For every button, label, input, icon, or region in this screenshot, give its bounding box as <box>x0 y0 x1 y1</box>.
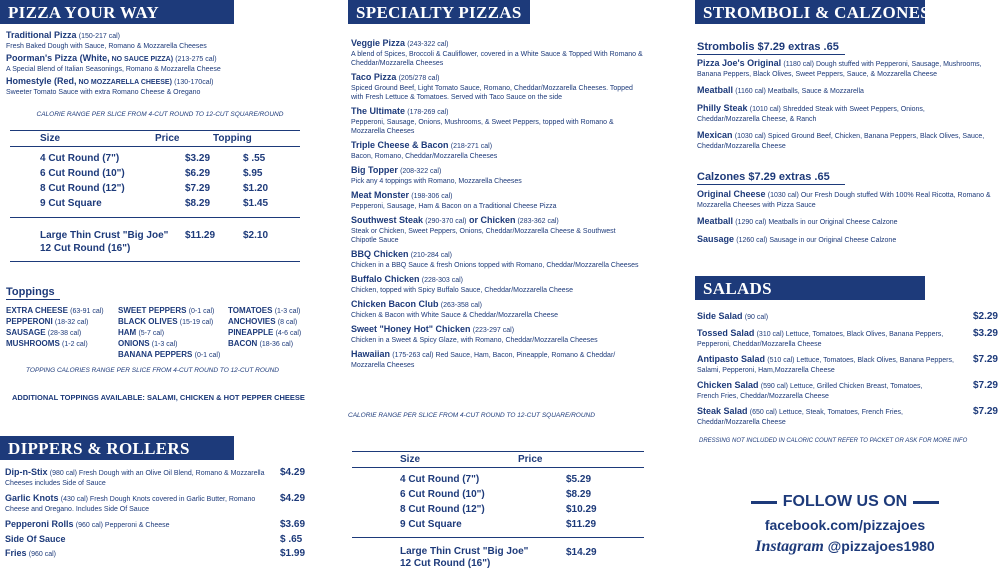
dressing-note: DRESSING NOT INCLUDED IN CALORIC COUNT REFER TO PACKET OR ASK FOR MORE INFO <box>699 438 968 444</box>
calzones-list <box>697 189 997 252</box>
follow-us-block <box>745 493 945 556</box>
facebook-link[interactable]: facebook.com/pizzajoes <box>764 517 926 533</box>
table-row: Large Thin Crust "Big Joe" 12 Cut Round (16") $14.29 <box>400 546 597 569</box>
instagram-link[interactable]: Instagram @pizzajoes1980 <box>755 538 935 555</box>
specialty-size-table <box>352 451 644 571</box>
specialty-item: Southwest Steak (290-370 cal) or Chicken (283-362 cal) Steak or Chicken, Sweet Peppers, Onions, Cheddar/Mozzarella Cheese & Southwest Chipotle Sauce <box>351 215 616 244</box>
stromboli-section <box>695 0 1000 555</box>
toppings-calorie-note: TOPPING CALORIES RANGE PER SLICE FROM 4-CUT ROUND TO 12-CUT ROUND <box>26 367 279 374</box>
size-header: Size <box>40 133 61 144</box>
pizza-calorie-note: CALORIE RANGE PER SLICE FROM 4-CUT ROUND TO 12-CUT SQUARE/ROUND <box>36 111 284 118</box>
topping-item: SAUSAGE (28-38 cal) <box>6 328 82 337</box>
menu-item: Mexican (1030 cal) Spiced Ground Beef, Chicken, Banana Peppers, Black Olives, Sauce, Cheddar/Mozzarella Cheese <box>697 130 985 150</box>
salads-list <box>697 311 1000 432</box>
toppings-row <box>6 306 318 317</box>
toppings-title: Toppings <box>6 286 60 300</box>
menu-item: Pizza Joe's Original (1180 cal) Dough stuffed with Pepperoni, Sausage, Mushrooms, Banana Peppers, Black Olives, Sweet Peppers, Sauce, & Mozzarella Cheese <box>697 58 982 78</box>
pizza-item-desc: A Special Blend of Italian Seasonings, Romano & Mozzarella Cheese <box>6 66 221 73</box>
price-header: Price <box>155 133 180 144</box>
table-row: 9 Cut Square $8.29 $1.45 <box>40 198 269 209</box>
specialty-item: Veggie Pizza (243-322 cal) A blend of Spices, Broccoli & Cauliflower, covered in a White Sauce & Topped With Romano & Cheddar/Mozzarella Cheeses <box>351 38 643 67</box>
strombolis-list <box>697 58 997 157</box>
pizza-base-list <box>0 24 320 97</box>
dash-decoration <box>751 501 777 504</box>
menu-item: Sausage (1260 cal) Sausage in our Original Cheese Calzone <box>697 234 897 244</box>
toppings-row <box>6 350 318 361</box>
menu-item: Original Cheese (1030 cal) Our Fresh Dough stuffed With 100% Real Ricotta, Romano & Mozzarella Cheeses with Pizza Sauce <box>697 189 991 209</box>
toppings-row <box>6 339 318 350</box>
specialty-item: Big Topper (208-322 cal) Pick any 4 toppings with Romano, Mozzarella Cheeses <box>351 165 522 185</box>
salad-price: $7.29 <box>972 354 998 365</box>
topping-item: BANANA PEPPERS (0-1 cal) <box>118 350 221 359</box>
dipper-price: $4.29 <box>280 493 306 504</box>
price-header: Price <box>518 454 543 465</box>
table-row: 6 Cut Round (10") $8.29 <box>400 489 592 500</box>
dipper-item: Dip-n-Stix (980 cal) Fresh Dough with an Olive Oil Blend, Romano & Mozzarella Cheeses includes Side of Sauce $4.29 <box>5 467 306 487</box>
specialty-item: Chicken Bacon Club (263-358 cal) Chicken & Bacon with White Sauce & Cheddar/Mozzarella Cheese <box>351 299 558 319</box>
pizza-item: Poorman's Pizza (White, NO SAUCE PIZZA) (213-275 cal) <box>6 53 217 63</box>
dippers-list <box>5 467 305 560</box>
toppings-grid <box>6 306 318 361</box>
toppings-row <box>6 328 318 339</box>
stromboli-header: STROMBOLI & CALZONES <box>695 0 925 24</box>
topping-item <box>228 350 318 361</box>
specialty-item: Triple Cheese & Bacon (218-271 cal) Bacon, Romano, Cheddar/Mozzarella Cheeses <box>351 140 498 160</box>
toppings-section <box>6 282 318 361</box>
salad-item: Tossed Salad (310 cal) Lettuce, Tomatoes, Black Olives, Banana Peppers, Pepperoni, Cheddar/Mozzarella Cheese $3.29 <box>697 328 998 348</box>
specialty-header: SPECIALTY PIZZAS <box>348 0 530 24</box>
table-row: 6 Cut Round (10") $6.29 $.95 <box>40 168 263 179</box>
pizza-item: Traditional Pizza (150-217 cal) <box>6 30 120 40</box>
topping-item: HAM (5-7 cal) <box>118 328 165 337</box>
topping-item: BACON (18-36 cal) <box>228 339 294 348</box>
pizza-item-desc: Fresh Baked Dough with Sauce, Romano & Mozzarella Cheeses <box>6 43 207 50</box>
specialty-item: BBQ Chicken (210-284 cal) Chicken in a BBQ Sauce & fresh Onions topped with Romano, Cheddar/Mozzarella Cheeses <box>351 249 639 269</box>
pizza-item: Homestyle (Red, NO MOZZARELLA CHEESE) (130-170cal) <box>6 76 214 86</box>
dipper-item: Garlic Knots (430 cal) Fresh Dough Knots covered in Garlic Butter, Romano Cheese and Oregano. Includes Side Of Sauce $4.29 <box>5 493 306 513</box>
table-row: 4 Cut Round (7") $5.29 <box>400 474 592 485</box>
topping-item: ANCHOVIES (8 cal) <box>228 317 298 326</box>
dipper-price: $1.99 <box>280 548 306 559</box>
table-row: Large Thin Crust "Big Joe" 12 Cut Round (16") $11.29 $2.10 <box>40 230 269 254</box>
size-header: Size <box>400 454 421 465</box>
salad-item: Antipasto Salad (510 cal) Lettuce, Tomatoes, Black Olives, Banana Peppers, Salami, Pepperoni, Ham,Mozzarella Cheese $7.29 <box>697 354 998 374</box>
topping-item <box>6 350 118 361</box>
topping-item: SWEET PEPPERS (0-1 cal) <box>118 306 215 315</box>
salad-price: $7.29 <box>972 406 998 417</box>
dipper-price: $4.29 <box>280 467 306 478</box>
salad-item: Chicken Salad (590 cal) Lettuce, Grilled Chicken Breast, Tomatoes, French Fries, Cheddar/Mozzarella Cheese $7.29 <box>697 380 998 400</box>
specialty-item: Taco Pizza (205/278 cal) Spiced Ground Beef, Light Tomato Sauce, Romano, Cheddar/Mozzarella Cheeses. Topped with Fresh Lettuce & Tomatoes. Served with Taco Sauce on the side <box>351 72 633 101</box>
calzones-price-header: Calzones $7.29 extras .65 <box>697 171 845 185</box>
salad-item: Side Salad (90 cal) $2.29 <box>697 311 998 322</box>
specialty-list <box>348 24 658 370</box>
dipper-item: Pepperoni Rolls (960 cal) Pepperoni & Cheese $3.69 <box>5 519 306 530</box>
additional-toppings: ADDITIONAL TOPPINGS AVAILABLE: SALAMI, CHICKEN & HOT PEPPER CHEESE <box>12 393 305 402</box>
pizza-your-way-header: PIZZA YOUR WAY <box>0 0 234 24</box>
menu-item: Philly Steak (1010 cal) Shredded Steak with Sweet Peppers, Onions, Cheddar/Mozzarella Cheese, & Ranch <box>697 103 925 123</box>
topping-item: EXTRA CHEESE (63-91 cal) <box>6 306 104 315</box>
salad-item: Steak Salad (650 cal) Lettuce, Steak, Tomatoes, French Fries, Cheddar/Mozzarella Cheese $7.29 <box>697 406 998 426</box>
salad-price: $7.29 <box>972 380 998 391</box>
specialty-item: Sweet "Honey Hot" Chicken (223-297 cal) Chicken in a Sweet & Spicy Glaze, with Romano, Cheddar/Mozzarella Cheeses <box>351 324 598 344</box>
topping-item: PINEAPPLE (4-6 cal) <box>228 328 302 337</box>
specialty-item: Meat Monster (198-306 cal) Pepperoni, Sausage, Ham & Bacon on a Traditional Cheese Pizza <box>351 190 557 210</box>
dippers-header: DIPPERS & ROLLERS <box>0 436 234 460</box>
topping-item: MUSHROOMS (1-2 cal) <box>6 339 88 348</box>
table-row: 9 Cut Square $11.29 <box>400 519 597 530</box>
topping-item: ONIONS (1-3 cal) <box>118 339 178 348</box>
salads-header: SALADS <box>695 276 925 300</box>
dipper-price: $ .65 <box>280 534 303 545</box>
specialty-calorie-note: CALORIE RANGE PER SLICE FROM 4-CUT ROUND TO 12-CUT SQUARE/ROUND <box>348 412 595 419</box>
dipper-price: $3.69 <box>280 519 306 530</box>
menu-item: Meatball (1160 cal) Meatballs, Sauce & Mozzarella <box>697 85 864 95</box>
specialty-section <box>348 0 658 569</box>
specialty-item: Hawaiian (175-263 cal) Red Sauce, Ham, Bacon, Pineapple, Romano & Cheddar/ Mozzarella Cheeses <box>351 349 616 369</box>
strombolis-price-header: Strombolis $7.29 extras .65 <box>697 41 845 55</box>
dipper-item: Fries (960 cal) $1.99 <box>5 548 306 559</box>
menu-item: Meatball (1290 cal) Meatballs in our Original Cheese Calzone <box>697 216 898 226</box>
pizza-item-desc: Sweeter Tomato Sauce with extra Romano Cheese & Oregano <box>6 89 201 96</box>
dipper-item: Side Of Sauce $ .65 <box>5 534 303 545</box>
table-row: 8 Cut Round (12") $10.29 <box>400 504 597 515</box>
topping-item: TOMATOES (1-3 cal) <box>228 306 301 315</box>
follow-us-title: FOLLOW US ON <box>782 493 908 510</box>
topping-header: Topping <box>213 133 252 144</box>
pizza-size-table <box>10 130 300 262</box>
specialty-item: Buffalo Chicken (228-303 cal) Chicken, topped with Spicy Buffalo Sauce, Cheddar/Mozzarella Cheese <box>351 274 574 294</box>
toppings-row <box>6 317 318 328</box>
topping-item: BLACK OLIVES (15-19 cal) <box>118 317 214 326</box>
salad-price: $3.29 <box>972 328 998 339</box>
specialty-item: The Ultimate (178-269 cal) Pepperoni, Sausage, Onions, Mushrooms, & Sweet Peppers, topped with Romano & Mozzarella Cheeses <box>351 106 614 135</box>
table-row: 4 Cut Round (7") $3.29 $ .55 <box>40 153 266 164</box>
pizza-your-way-section <box>0 0 320 559</box>
table-row: 8 Cut Round (12") $7.29 $1.20 <box>40 183 269 194</box>
salad-price: $2.29 <box>972 311 998 322</box>
topping-item: PEPPERONI (18-32 cal) <box>6 317 89 326</box>
dash-decoration <box>913 501 939 504</box>
